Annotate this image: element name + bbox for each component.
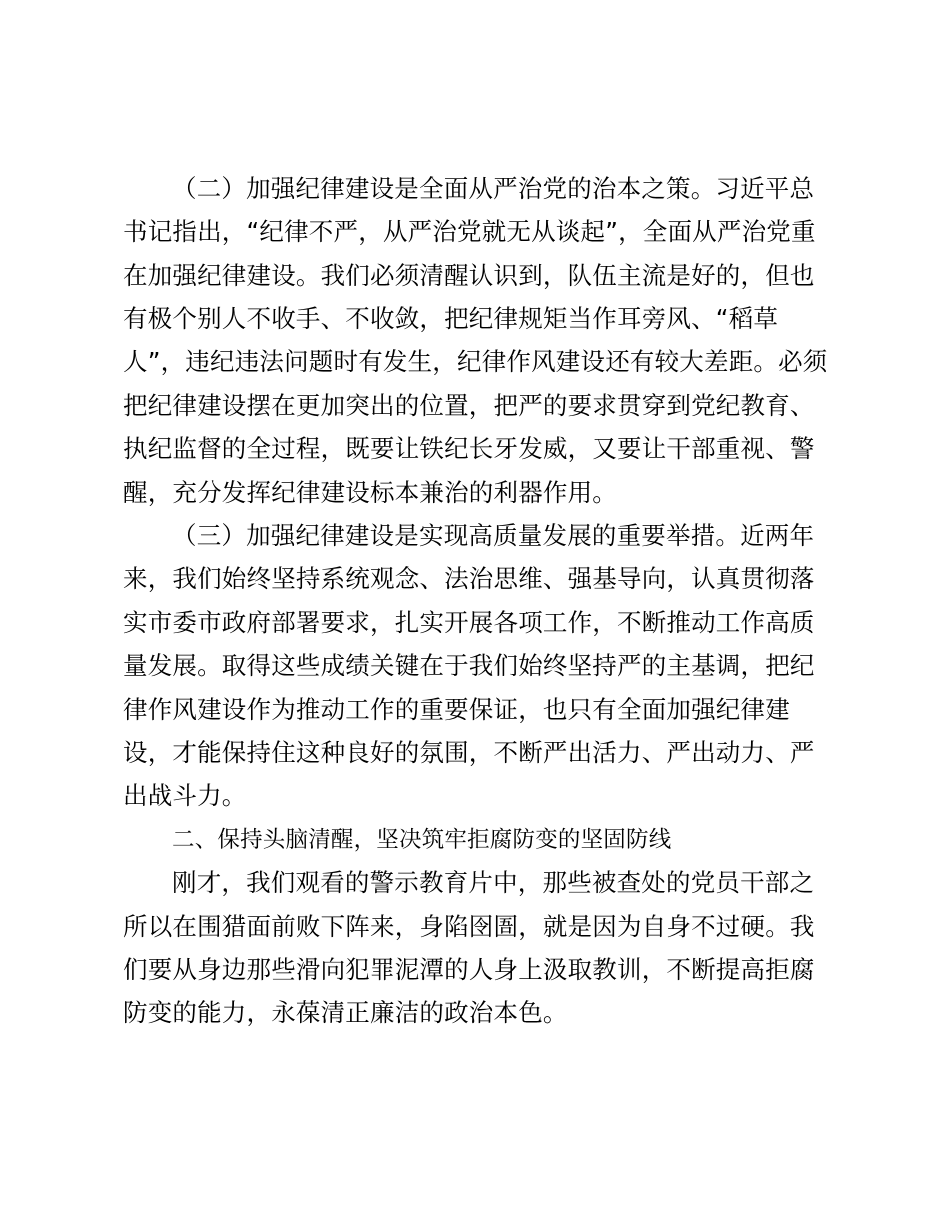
- paragraph-4-line-4: 防变的能力，永葆清正廉洁的政治本色。: [123, 998, 568, 1027]
- paragraph-2-line-3: 在加强纪律建设。我们必须清醒认识到，队伍主流是好的，但也: [123, 261, 815, 290]
- paragraph-4-line-2: 所以在围猎面前败下阵来，身陷囹圄，就是因为自身不过硬。我: [123, 912, 815, 941]
- paragraph-2-line-1: （二）加强纪律建设是全面从严治党的治本之策。习近平总: [172, 174, 815, 203]
- paragraph-2-line-2: 书记指出，“纪律不严，从严治党就无从谈起”，全面从严治党重: [123, 217, 816, 246]
- paragraph-3-line-4: 量发展。取得这些成绩关键在于我们始终坚持严的主基调，把纪: [123, 651, 815, 680]
- paragraph-3-line-3: 实市委市政府部署要求，扎实开展各项工作，不断推动工作高质: [123, 608, 815, 637]
- paragraph-3-line-7: 出战斗力。: [123, 781, 247, 810]
- paragraph-4-line-3: 们要从身边那些滑向犯罪泥潭的人身上汲取教训，不断提高拒腐: [123, 955, 815, 984]
- paragraph-2-line-4: 有极个别人不收手、不收敛，把纪律规矩当作耳旁风、“稻草: [123, 304, 779, 333]
- paragraph-3-line-6: 设，才能保持住这种良好的氛围，不断严出活力、严出动力、严: [123, 738, 815, 767]
- paragraph-3-line-5: 律作风建设作为推动工作的重要保证，也只有全面加强纪律建: [123, 695, 790, 724]
- paragraph-2-line-7: 执纪监督的全过程，既要让铁纪长牙发威，又要让干部重视、警: [123, 434, 815, 463]
- paragraph-2-line-5: 人”，违纪违法问题时有发生，纪律作风建设还有较大差距。必须: [123, 347, 828, 376]
- paragraph-3-line-1: （三）加强纪律建设是实现高质量发展的重要举措。近两年: [172, 521, 815, 550]
- section-heading: 二、保持头脑清醒，坚决筑牢拒腐防变的坚固防线: [172, 827, 672, 853]
- paragraph-2-line-6: 把纪律建设摆在更加突出的位置，把严的要求贯穿到党纪教育、: [123, 391, 815, 420]
- paragraph-3-line-2: 来，我们始终坚持系统观念、法治思维、强基导向，认真贯彻落: [123, 564, 815, 593]
- paragraph-4-line-1: 刚才，我们观看的警示教育片中，那些被查处的党员干部之: [172, 868, 815, 897]
- paragraph-2-line-8: 醒，充分发挥纪律建设标本兼治的利器作用。: [123, 478, 617, 507]
